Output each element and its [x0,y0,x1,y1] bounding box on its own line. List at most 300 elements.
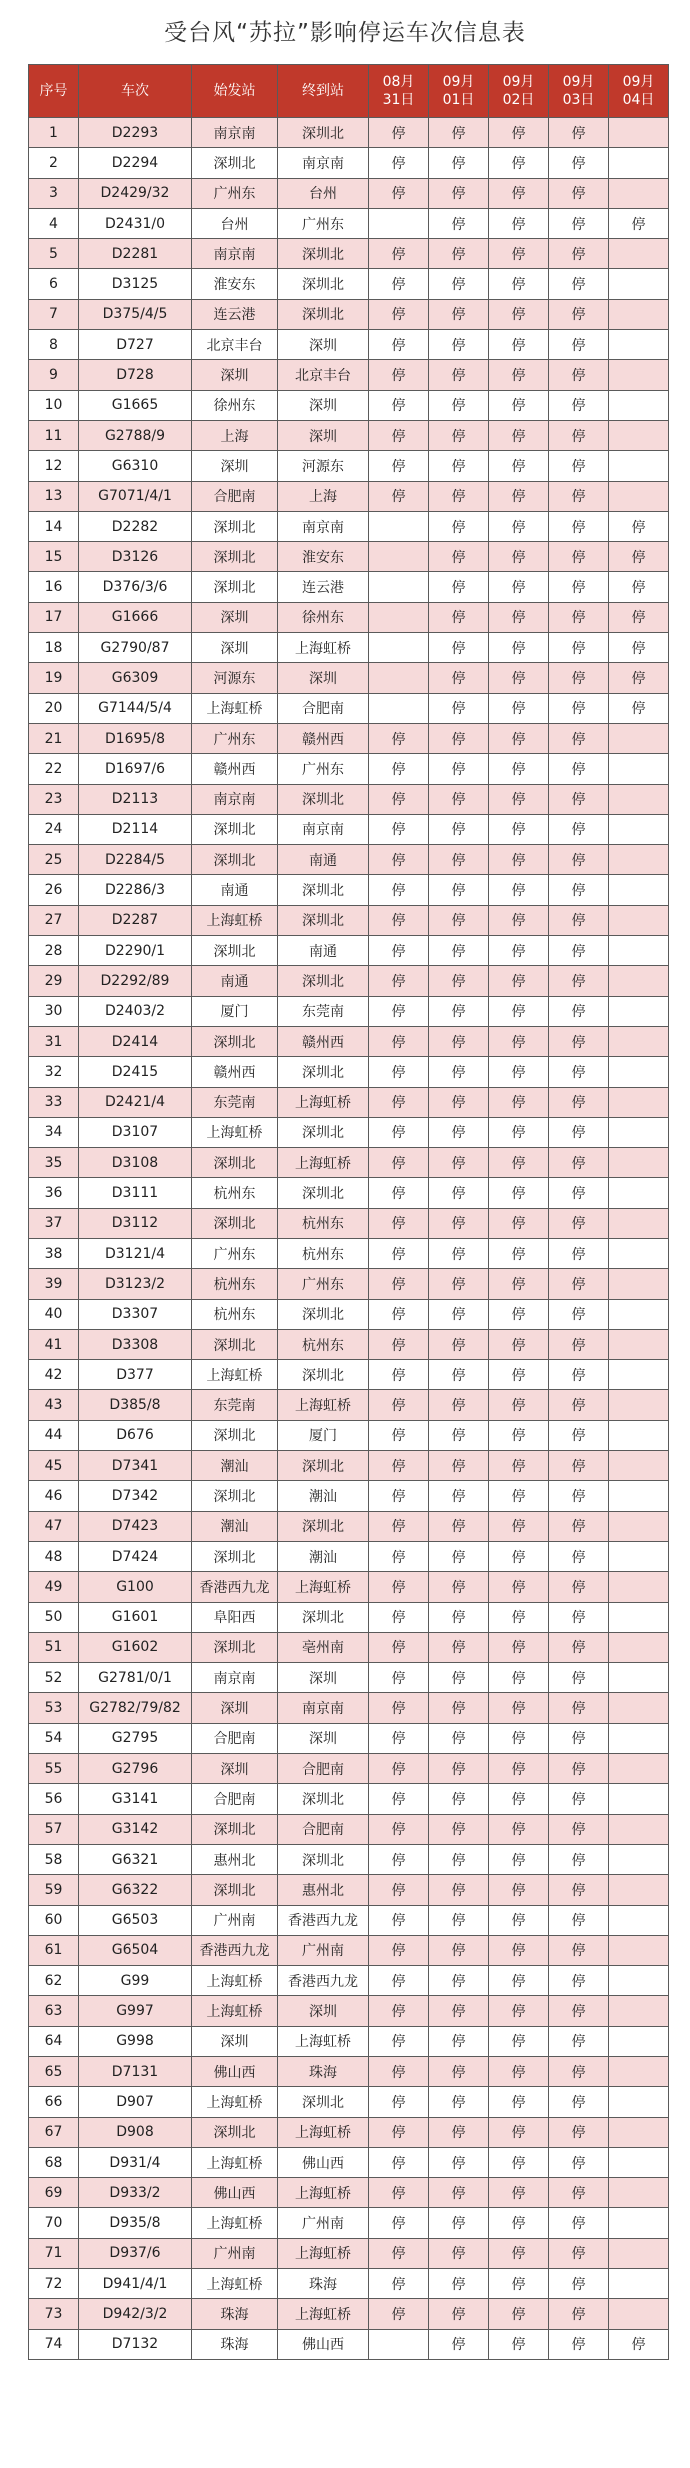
cell-destination: 上海虹桥 [278,1148,369,1178]
cell-status [609,2269,669,2299]
cell-origin: 深圳北 [192,1208,278,1238]
cell-status: 停 [549,1572,609,1602]
cell-status: 停 [429,1208,489,1238]
cell-status: 停 [549,2329,609,2359]
cell-seq: 7 [29,299,79,329]
cell-status: 停 [609,542,669,572]
table-row [29,1905,669,1935]
cell-status: 停 [369,2147,429,2177]
table-row [29,1875,669,1905]
cell-status [609,178,669,208]
table-row [29,633,669,663]
cell-origin: 杭州东 [192,1299,278,1329]
cell-status: 停 [549,2087,609,2117]
cell-status: 停 [369,1148,429,1178]
cell-status: 停 [489,1966,549,1996]
cell-status: 停 [549,784,609,814]
cell-status: 停 [369,2208,429,2238]
cell-status: 停 [549,2178,609,2208]
cell-train: D377 [79,1360,192,1390]
cell-status: 停 [549,1754,609,1784]
cell-status: 停 [549,1238,609,1268]
cell-status: 停 [369,1057,429,1087]
cell-status: 停 [489,784,549,814]
cell-seq: 21 [29,723,79,753]
cell-destination: 深圳北 [278,966,369,996]
cell-status [609,723,669,753]
cell-origin: 徐州东 [192,390,278,420]
cell-status: 停 [429,239,489,269]
cell-status: 停 [489,2026,549,2056]
cell-status: 停 [369,1117,429,1147]
cell-origin: 上海虹桥 [192,2147,278,2177]
cell-seq: 53 [29,1693,79,1723]
cell-status: 停 [429,1481,489,1511]
cell-train: D3308 [79,1329,192,1359]
table-row [29,1087,669,1117]
cell-status: 停 [489,2238,549,2268]
cell-origin: 深圳北 [192,1541,278,1571]
cell-seq: 18 [29,633,79,663]
cell-train: D3107 [79,1117,192,1147]
cell-status: 停 [369,1723,429,1753]
cell-status [609,1238,669,1268]
cell-status [609,1117,669,1147]
cell-status: 停 [369,390,429,420]
cell-destination: 亳州南 [278,1632,369,1662]
cell-train: D908 [79,2117,192,2147]
cell-status [609,330,669,360]
table-row [29,299,669,329]
cell-status: 停 [489,875,549,905]
cell-status: 停 [429,2238,489,2268]
table-row [29,481,669,511]
cell-train: G2796 [79,1754,192,1784]
cell-seq: 62 [29,1966,79,1996]
cell-status [609,360,669,390]
cell-status [609,2026,669,2056]
cell-origin: 连云港 [192,299,278,329]
cell-status: 停 [549,1269,609,1299]
cell-status: 停 [369,1663,429,1693]
cell-seq: 39 [29,1269,79,1299]
cell-status: 停 [489,1057,549,1087]
cell-status: 停 [609,602,669,632]
cell-train: D937/6 [79,2238,192,2268]
cell-train: G3141 [79,1784,192,1814]
cell-status: 停 [429,966,489,996]
cell-origin: 淮安东 [192,269,278,299]
cell-origin: 珠海 [192,2299,278,2329]
cell-destination: 潮汕 [278,1541,369,1571]
cell-status: 停 [429,1329,489,1359]
cell-status: 停 [369,1935,429,1965]
cell-train: G1665 [79,390,192,420]
cell-status: 停 [429,633,489,663]
cell-origin: 赣州西 [192,1057,278,1087]
cell-status: 停 [489,2208,549,2238]
cell-train: G997 [79,1996,192,2026]
cell-status: 停 [489,2087,549,2117]
cell-seq: 32 [29,1057,79,1087]
cell-train: D907 [79,2087,192,2117]
table-row [29,936,669,966]
cell-status: 停 [429,2117,489,2147]
cell-status: 停 [429,723,489,753]
cell-destination: 合肥南 [278,1814,369,1844]
cell-status: 停 [369,1481,429,1511]
cell-status: 停 [489,966,549,996]
cell-destination: 上海虹桥 [278,1390,369,1420]
cell-status: 停 [429,118,489,148]
cell-status: 停 [549,2269,609,2299]
cell-destination: 深圳 [278,390,369,420]
table-row [29,2238,669,2268]
cell-train: D7131 [79,2057,192,2087]
cell-status: 停 [429,2329,489,2359]
cell-destination: 香港西九龙 [278,1966,369,1996]
cell-status: 停 [429,996,489,1026]
table-row [29,784,669,814]
cell-seq: 72 [29,2269,79,2299]
cell-origin: 广州东 [192,1238,278,1268]
cell-seq: 51 [29,1632,79,1662]
cell-status: 停 [549,1784,609,1814]
cell-seq: 60 [29,1905,79,1935]
cell-seq: 41 [29,1329,79,1359]
table-row [29,1632,669,1662]
cell-seq: 70 [29,2208,79,2238]
table-row [29,1390,669,1420]
cell-destination: 深圳北 [278,269,369,299]
cell-status: 停 [549,996,609,1026]
cell-seq: 47 [29,1511,79,1541]
cell-status: 停 [489,663,549,693]
cell-destination: 南通 [278,845,369,875]
table-row [29,723,669,753]
cell-status: 停 [369,1693,429,1723]
cell-origin: 上海虹桥 [192,2087,278,2117]
cell-status: 停 [549,420,609,450]
cell-origin: 上海虹桥 [192,1966,278,1996]
cell-seq: 50 [29,1602,79,1632]
cell-destination: 深圳北 [278,239,369,269]
cell-status: 停 [429,481,489,511]
cell-status: 停 [549,1663,609,1693]
cell-status: 停 [549,118,609,148]
cell-origin: 香港西九龙 [192,1935,278,1965]
cell-status: 停 [369,2026,429,2056]
cell-status: 停 [429,1814,489,1844]
table-row [29,1026,669,1056]
cell-status: 停 [549,239,609,269]
cell-status: 停 [429,1390,489,1420]
cell-status: 停 [489,451,549,481]
cell-origin: 东莞南 [192,1390,278,1420]
cell-status: 停 [429,2269,489,2299]
cell-train: G2788/9 [79,420,192,450]
cell-destination: 广州东 [278,1269,369,1299]
cell-status [609,2147,669,2177]
cell-train: G6310 [79,451,192,481]
cell-origin: 上海虹桥 [192,2269,278,2299]
cell-seq: 40 [29,1299,79,1329]
cell-seq: 33 [29,1087,79,1117]
cell-status: 停 [489,1754,549,1784]
cell-status: 停 [549,723,609,753]
cell-destination: 深圳北 [278,1117,369,1147]
cell-status: 停 [429,845,489,875]
cell-status: 停 [549,633,609,663]
cell-status: 停 [429,1057,489,1087]
cell-train: D7423 [79,1511,192,1541]
table-row [29,2269,669,2299]
cell-status [369,572,429,602]
cell-destination: 深圳 [278,663,369,693]
cell-origin: 杭州东 [192,1269,278,1299]
cell-status: 停 [489,1844,549,1874]
table-row [29,390,669,420]
cell-destination: 潮汕 [278,1481,369,1511]
cell-origin: 赣州西 [192,754,278,784]
cell-train: D727 [79,330,192,360]
cell-status: 停 [549,330,609,360]
cell-status [609,1481,669,1511]
cell-origin: 上海虹桥 [192,2208,278,2238]
table-row [29,1148,669,1178]
cell-origin: 深圳北 [192,1632,278,1662]
cell-status: 停 [369,723,429,753]
cell-status: 停 [549,299,609,329]
cell-status: 停 [549,1451,609,1481]
cell-status: 停 [549,2026,609,2056]
cell-status: 停 [489,754,549,784]
cell-status: 停 [369,1208,429,1238]
cell-seq: 3 [29,178,79,208]
cell-seq: 44 [29,1420,79,1450]
cell-status: 停 [429,784,489,814]
cell-train: G1602 [79,1632,192,1662]
cell-status: 停 [429,1451,489,1481]
cell-seq: 30 [29,996,79,1026]
cell-status: 停 [369,1632,429,1662]
cell-status: 停 [429,1935,489,1965]
cell-status: 停 [429,1299,489,1329]
cell-status: 停 [429,2057,489,2087]
cell-status: 停 [369,1541,429,1571]
cell-seq: 10 [29,390,79,420]
cell-status: 停 [429,1784,489,1814]
cell-seq: 64 [29,2026,79,2056]
table-row [29,1966,669,1996]
cell-status [609,269,669,299]
cell-seq: 27 [29,905,79,935]
cell-status: 停 [549,1905,609,1935]
cell-origin: 南通 [192,966,278,996]
cell-status: 停 [369,1814,429,1844]
cell-seq: 14 [29,511,79,541]
cell-seq: 63 [29,1996,79,2026]
cell-status: 停 [429,1026,489,1056]
cell-status: 停 [429,1602,489,1632]
cell-status: 停 [369,2087,429,2117]
cell-status: 停 [549,1026,609,1056]
cell-status [609,2299,669,2329]
cell-status: 停 [369,1390,429,1420]
cell-train: D3126 [79,542,192,572]
cell-status: 停 [429,148,489,178]
cell-train: D3125 [79,269,192,299]
table-row [29,1844,669,1874]
cell-origin: 深圳 [192,633,278,663]
cell-status: 停 [549,1208,609,1238]
cell-status: 停 [489,1996,549,2026]
cell-destination: 佛山西 [278,2329,369,2359]
cell-destination: 徐州东 [278,602,369,632]
table-row [29,2117,669,2147]
cell-origin: 广州东 [192,178,278,208]
cell-status: 停 [549,2117,609,2147]
cell-train: D3123/2 [79,1269,192,1299]
cell-destination: 合肥南 [278,693,369,723]
cell-status: 停 [549,2147,609,2177]
cell-destination: 上海虹桥 [278,1572,369,1602]
table-row [29,239,669,269]
cell-status [609,1935,669,1965]
table-row [29,1208,669,1238]
cell-train: D2282 [79,511,192,541]
cell-seq: 57 [29,1814,79,1844]
cell-status: 停 [609,2329,669,2359]
cell-origin: 深圳北 [192,1420,278,1450]
cell-status [369,2329,429,2359]
header-date: 09月 01日 [429,65,489,118]
cell-train: D2294 [79,148,192,178]
cell-train: D3111 [79,1178,192,1208]
cell-status: 停 [429,1966,489,1996]
cell-status: 停 [549,663,609,693]
cell-train: G2790/87 [79,633,192,663]
cell-origin: 深圳北 [192,1481,278,1511]
cell-status: 停 [369,966,429,996]
cell-status [369,511,429,541]
cell-status: 停 [549,1117,609,1147]
cell-status [609,845,669,875]
cell-status: 停 [489,1238,549,1268]
cell-seq: 37 [29,1208,79,1238]
page-title: 受台风“苏拉”影响停运车次信息表 [164,20,526,46]
cell-destination: 深圳北 [278,1844,369,1874]
cell-status: 停 [489,2178,549,2208]
cell-status: 停 [369,1299,429,1329]
table-row [29,1451,669,1481]
cell-status: 停 [549,1481,609,1511]
cell-destination: 赣州西 [278,723,369,753]
cell-status: 停 [549,481,609,511]
cell-seq: 52 [29,1663,79,1693]
cell-status [609,784,669,814]
cell-destination: 深圳 [278,1723,369,1753]
cell-seq: 23 [29,784,79,814]
cell-destination: 深圳北 [278,1057,369,1087]
cell-status: 停 [429,1420,489,1450]
table-row [29,2178,669,2208]
table-row [29,1693,669,1723]
cell-train: D2414 [79,1026,192,1056]
cell-destination: 南京南 [278,814,369,844]
cell-status: 停 [369,330,429,360]
table-row [29,2329,669,2359]
cell-status [609,451,669,481]
cell-origin: 深圳 [192,360,278,390]
cell-status: 停 [429,1754,489,1784]
cell-status: 停 [489,1360,549,1390]
cell-status: 停 [549,1148,609,1178]
cell-train: G100 [79,1572,192,1602]
cell-origin: 上海虹桥 [192,1360,278,1390]
header-date: 09月 03日 [549,65,609,118]
cell-destination: 香港西九龙 [278,1905,369,1935]
cell-seq: 25 [29,845,79,875]
cell-destination: 深圳北 [278,875,369,905]
cell-seq: 20 [29,693,79,723]
cell-status: 停 [429,2178,489,2208]
cell-destination: 佛山西 [278,2147,369,2177]
cell-status: 停 [609,633,669,663]
table-row [29,1541,669,1571]
cell-seq: 38 [29,1238,79,1268]
cell-status: 停 [549,966,609,996]
table-row [29,663,669,693]
cell-origin: 惠州北 [192,1844,278,1874]
table-header-row [29,65,669,118]
cell-status: 停 [549,511,609,541]
cell-status: 停 [369,118,429,148]
cell-status: 停 [549,2057,609,2087]
cell-status: 停 [489,1481,549,1511]
cell-train: D2415 [79,1057,192,1087]
cell-status [609,1360,669,1390]
cell-status [609,814,669,844]
cell-destination: 杭州东 [278,1208,369,1238]
cell-status [609,2238,669,2268]
cell-train: D2281 [79,239,192,269]
cell-origin: 上海虹桥 [192,905,278,935]
cell-train: G3142 [79,1814,192,1844]
cell-status [609,1996,669,2026]
cell-status: 停 [429,1541,489,1571]
cell-status [609,1269,669,1299]
cell-seq: 1 [29,118,79,148]
cell-seq: 58 [29,1844,79,1874]
cell-origin: 台州 [192,208,278,238]
cell-origin: 珠海 [192,2329,278,2359]
cell-destination: 深圳北 [278,784,369,814]
cell-train: G2795 [79,1723,192,1753]
cell-status: 停 [429,1663,489,1693]
cell-origin: 深圳北 [192,1329,278,1359]
cell-seq: 11 [29,420,79,450]
cell-status [609,996,669,1026]
cell-seq: 66 [29,2087,79,2117]
cell-train: G6321 [79,1844,192,1874]
cell-status: 停 [549,1935,609,1965]
cell-train: D7342 [79,1481,192,1511]
cell-origin: 佛山西 [192,2178,278,2208]
cell-status: 停 [549,814,609,844]
cell-status: 停 [429,814,489,844]
cell-destination: 杭州东 [278,1329,369,1359]
